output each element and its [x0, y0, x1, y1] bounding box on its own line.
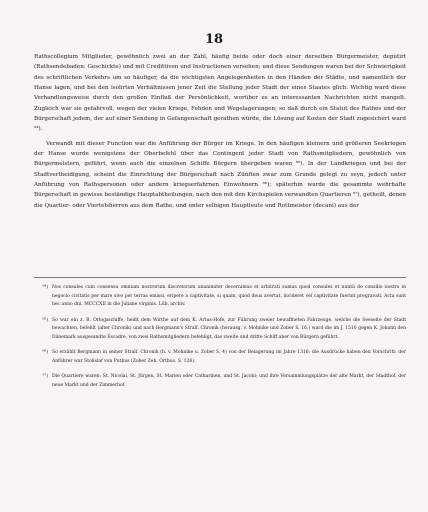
- footnote-mark: ⁶⁷): [42, 374, 48, 379]
- footnote-text: So war ein z. B. Orlogsschiffe, heißt dem Wirthe auf dem K. Artus-Hofe, zur Führung zweier bewaffneten Fahrzeuge, welche die Seeseite der Stadt bewachten, befehlt (alter Chronik) und nach Bergmann's Stralf. Chronik (herausg. v. Mohnike und Zober S. 16.) ward die im J. 1510 gegen K. Johann den Dänemark ausgesandte Escadre, von zwei Rathsmitgliedern befehligt, das zweite und dritte Schiff aber von Bürgern geführt.: [52, 317, 406, 340]
- footnote-text: Die Quartiere waren: St. Nicolai, St. Jürgen, St. Marien oder Catharinen, und St. Jacobi; und ihre Versammlungsplätze der alte Markt, der Stadthof, der neue Markt und der Zimmerhof.: [52, 374, 406, 388]
- paragraph: Verwandt mit dieser Function war die Anführung der Bürger im Kriege. In den häufigen kleinern und größeren Seekriegen der Hanse wurde wenigstens der Oberbefehl über das Contingent jeder Stadt von Rathsmitgliedern, gewöhnlich von Bürgermeistern, geführt, wenn auch die einzelnen Schiffe Bürgern übergeben waren ⁶⁵). In der Landkriegen und bei der Stadtvertheidigung, scheint die Einrichtung der Bürgerschaft nach Zünften zwar zum Grunde gelegt zu seyn, jedoch unter Anführung von Rathspersonen oder andern kriegserfahrnen Einwohnern ⁶⁶); späterhin wurde die gesammte wehrhafte Bürgerschaft in gewisse beständige Hauptabtheilungen, nach den mit den Kirchspielen verwandten Quartieren ⁶⁷), getheilt, denen die Quartier- oder Viertelsherren aus dem Rathe, und unter selbigen Hauptleute und Rottmeister (decani) aus der: [34, 140, 406, 209]
- footnote: [34, 373, 406, 390]
- body-text: [34, 52, 406, 211]
- footnote: [34, 317, 406, 343]
- footnote-text: So erzählt Bergmann in seiner Stralf. Chronik (h. v. Mohnike u. Zober S. 4) von der Belagerung im Jahre 1316: die Ausdrücke haben den Vorschritt: der Anführer war Stolislaf von Putbus (Zober Zeh. Orthus. S. 126).: [52, 350, 406, 364]
- footnote-mark: ⁶⁴): [42, 285, 48, 290]
- footnotes: [34, 284, 406, 397]
- footnote: [34, 349, 406, 366]
- footnote: [34, 284, 406, 310]
- paragraph: Rathscollegium Mitglieder, gewöhnlich zwei an der Zahl, häufig beide oder doch einer derselben Bürgermeister, deputirt (Rathsendebaden: Geschickte) und mit Credittiven und Instructionen versehen; und diese Sendungen waren bei der Schwierigkeit des schriftlichen Verkehrs um so häufiger, da die wichtigsten Angelegenheiten in den Händen der Städte, und namentlich der Hanse lagen, und bei den isolirten Verhältnissen jener Zeit die Stellung jeder Stadt der eines Staates glich. Wichtig ward diese Verhandlungsweise durch den großen Einfluß der Persönlichkeit, worüber es an interessanten Nachrichten nicht mangelt. Zugleich war sie gefahrvoll, wegen der vielen Kriege, Fehden und Wegelagerungen; so daß durch ein Statut des Rathes und der Bürgerschaft jedem, der auf einer Sendung in Gefangenschaft gerathen würde, die Lösung auf Kosten der Stadt zugesichert ward ⁶⁴).: [34, 54, 406, 133]
- page-number: 18: [204, 32, 224, 47]
- footnote-mark: ⁶⁵): [42, 317, 48, 323]
- footnote-divider: [34, 277, 406, 278]
- footnote-text: Nos consules cum consensu omnium nostrorum discretorum unanimiter decernimus et arbitrati sumus quod consules et nuntii de consilio nostro in negocio civitatis per mare sive per terras emissi, eripere a captivitate, si quam, quod deus avertat, incideret vel captivitate fuerint pregravati. Acta sunt hec anno dni. MCCCXII in die Juliane virginis. Lüb. archiv.: [52, 285, 406, 307]
- footnote-mark: ⁶⁶): [42, 350, 48, 355]
